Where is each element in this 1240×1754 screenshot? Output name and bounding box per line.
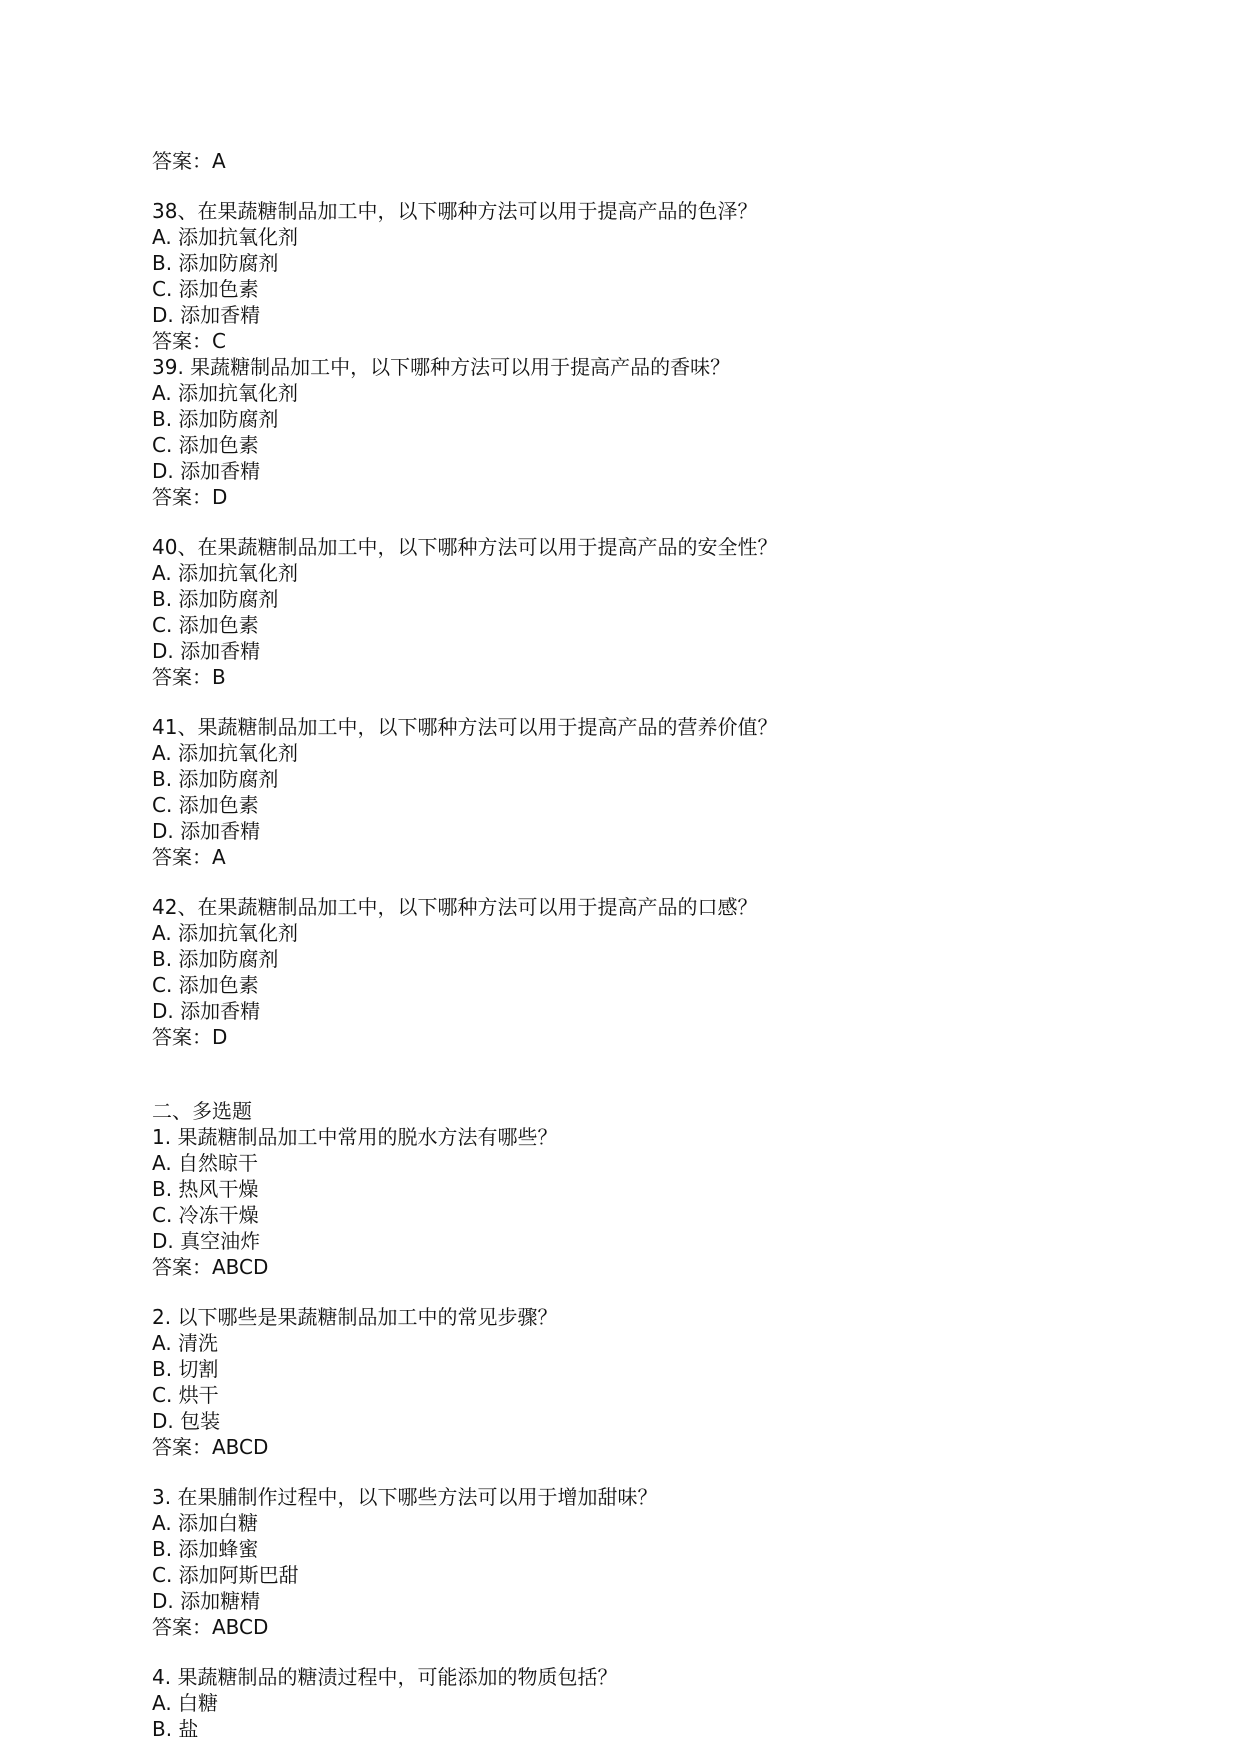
answer-line: 答案：A [152, 845, 226, 869]
option-a: A. 添加抗氧化剂 [152, 561, 299, 585]
option-a: A. 白糖 [152, 1691, 219, 1715]
answer-line: 答案：A [152, 149, 226, 173]
option-c: C. 添加色素 [152, 277, 259, 301]
question-block-39 [152, 354, 1152, 510]
option-b: B. 添加防腐剂 [152, 407, 279, 431]
answer-line: 答案：C [152, 329, 226, 353]
paragraph-gap [152, 1460, 1152, 1484]
option-b: B. 添加防腐剂 [152, 251, 279, 275]
option-d: D. 添加糖精 [152, 1589, 261, 1613]
option-c: C. 添加色素 [152, 433, 259, 457]
option-c: C. 冷冻干燥 [152, 1203, 259, 1227]
multi-question-block-2 [152, 1304, 1152, 1460]
option-d: D. 添加香精 [152, 303, 261, 327]
option-b: B. 切割 [152, 1357, 219, 1381]
option-b: B. 添加防腐剂 [152, 767, 279, 791]
question-text: 4. 果蔬糖制品的糖渍过程中，可能添加的物质包括？ [152, 1665, 618, 1689]
document-page [152, 148, 1152, 1742]
paragraph-gap [152, 870, 1152, 894]
question-text: 42、在果蔬糖制品加工中，以下哪种方法可以用于提高产品的口感？ [152, 895, 758, 919]
answer-line: 答案：D [152, 485, 228, 509]
multi-question-block-3 [152, 1484, 1152, 1640]
paragraph-gap [152, 1280, 1152, 1304]
option-b: B. 热风干燥 [152, 1177, 259, 1201]
answer-line: 答案：D [152, 1025, 228, 1049]
answer-line: 答案：B [152, 665, 226, 689]
option-c: C. 添加色素 [152, 613, 259, 637]
option-d: D. 添加香精 [152, 459, 261, 483]
option-a: A. 清洗 [152, 1331, 219, 1355]
question-block-41 [152, 714, 1152, 870]
option-a: A. 添加抗氧化剂 [152, 741, 299, 765]
question-text: 38、在果蔬糖制品加工中，以下哪种方法可以用于提高产品的色泽？ [152, 199, 758, 223]
option-c: C. 烘干 [152, 1383, 219, 1407]
option-d: D. 添加香精 [152, 639, 261, 663]
option-a: A. 添加抗氧化剂 [152, 921, 299, 945]
option-d: D. 真空油炸 [152, 1229, 261, 1253]
answer-line: 答案：ABCD [152, 1615, 269, 1639]
answer-line: 答案：ABCD [152, 1255, 269, 1279]
section-title: 二、多选题 [152, 1099, 252, 1123]
question-block-38 [152, 198, 1152, 354]
option-d: D. 包装 [152, 1409, 221, 1433]
option-c: C. 添加阿斯巴甜 [152, 1563, 299, 1587]
question-text: 3. 在果脯制作过程中，以下哪些方法可以用于增加甜味？ [152, 1485, 658, 1509]
option-a: A. 添加白糖 [152, 1511, 259, 1535]
option-d: D. 添加香精 [152, 999, 261, 1023]
option-a: A. 添加抗氧化剂 [152, 225, 299, 249]
option-c: C. 添加色素 [152, 793, 259, 817]
option-a: A. 添加抗氧化剂 [152, 381, 299, 405]
question-text: 39. 果蔬糖制品加工中，以下哪种方法可以用于提高产品的香味？ [152, 355, 731, 379]
paragraph-gap [152, 690, 1152, 714]
question-text: 2. 以下哪些是果蔬糖制品加工中的常见步骤？ [152, 1305, 558, 1329]
option-b: B. 盐 [152, 1717, 199, 1741]
paragraph-gap [152, 174, 1152, 198]
option-b: B. 添加防腐剂 [152, 587, 279, 611]
section-gap [152, 1050, 1152, 1098]
option-d: D. 添加香精 [152, 819, 261, 843]
paragraph-gap [152, 510, 1152, 534]
option-c: C. 添加色素 [152, 973, 259, 997]
option-b: B. 添加防腐剂 [152, 947, 279, 971]
question-text: 40、在果蔬糖制品加工中，以下哪种方法可以用于提高产品的安全性？ [152, 535, 778, 559]
option-a: A. 自然晾干 [152, 1151, 259, 1175]
option-b: B. 添加蜂蜜 [152, 1537, 259, 1561]
question-text: 41、果蔬糖制品加工中，以下哪种方法可以用于提高产品的营养价值？ [152, 715, 778, 739]
question-block-40 [152, 534, 1152, 690]
answer-line: 答案：ABCD [152, 1435, 269, 1459]
multi-question-block-1 [152, 1124, 1152, 1280]
question-text: 1. 果蔬糖制品加工中常用的脱水方法有哪些？ [152, 1125, 558, 1149]
paragraph-gap [152, 1640, 1152, 1664]
multi-question-block-4 [152, 1664, 1152, 1742]
question-block-42 [152, 894, 1152, 1050]
